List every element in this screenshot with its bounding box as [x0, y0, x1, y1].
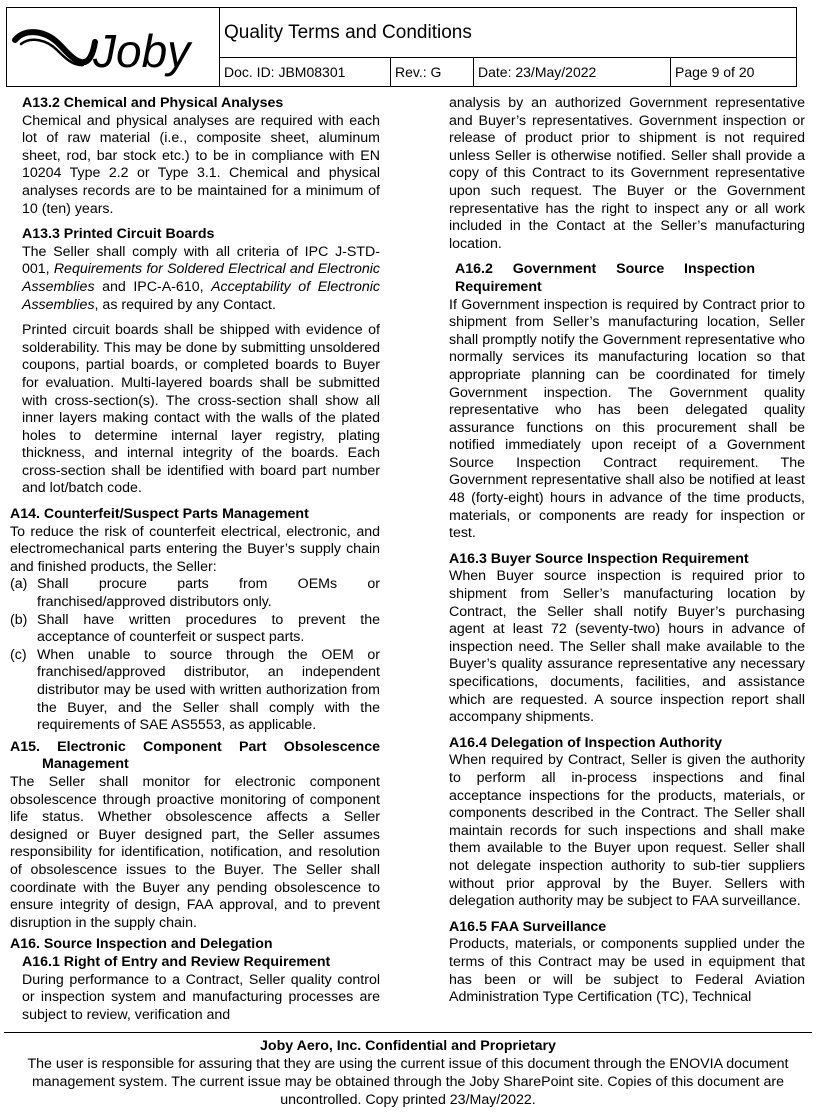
paragraph-a16-1: During performance to a Contract, Seller quality control or inspection system and manufacturing processes are subject to review, verification and — [22, 971, 380, 1023]
paragraph-a16-5: Products, materials, or components supplied under the terms of this Contract may be used in equipment that has been or will be subject to Federal Aviation Administration Type Certification (TC), Technical — [449, 936, 805, 1006]
logo-wordmark: Joby — [93, 25, 191, 77]
paragraph-a16-4: When required by Contract, Seller is given the authority to perform all in-process inspections and final acceptance inspections for the products, materials, or components described in the Contract. The Seller shall maintain records for such inspections and shall make them available to the Buyer upon request. Seller shall not delegate inspection authority to sub-tier suppliers without prior approval by the Buyer. Sellers with delegation authority may be subject to FAA surveillance. — [449, 752, 805, 910]
section-heading-a16-1: A16.1 Right of Entry and Review Requirement — [22, 953, 331, 970]
document-title: Quality Terms and Conditions — [220, 8, 797, 58]
footer-notice: The user is responsible for assuring that they are using the current issue of this document through the ENOVIA document management system. The current issue may be obtained through the Joby SharePoint site. Copies of this document are uncontrolled. Copy printed 23/May/2022. — [27, 1056, 789, 1108]
left-column — [10, 95, 380, 1024]
section-heading-a14: A14. Counterfeit/Suspect Parts Management — [10, 506, 309, 523]
paragraph-a16-3: When Buyer source inspection is required prior to shipment from Seller’s manufacturing location by Contract, the Seller shall notify Buyer’s purchasing agent at least 72 (seventy-two) hours in advance of inspection need. The Seller shall make available to the Buyer’s quality assurance representative any necessary specifications, documents, facilities, and assistance which are requested. A source inspection report shall accompany shipments. — [449, 568, 805, 726]
section-heading-a16-5: A16.5 FAA Surveillance — [449, 918, 607, 935]
logo-cell — [7, 8, 220, 87]
paragraph-a14: To reduce the risk of counterfeit electrical, electronic, and electromechanical parts entering the Buyer’s supply chain and finished products, the Seller: — [10, 523, 380, 575]
paragraph-a15: The Seller shall monitor for electronic component obsolescence through proactive monitoring of component life status. Whether obsolescence affects a Seller designed or Buyer designed part, the Seller assumes responsibility for identification, notification, and resolution of obsolescence issues to the Buyer. The Seller shall coordinate with the Buyer any pending obsolescence to ensure integrity of design, FAA approval, and to prevent disruption in the supply chain. — [10, 773, 380, 931]
list-item-a14-a: (a) Shall procure parts from OEMs or franchised/approved distributors only. — [10, 576, 380, 611]
standard-title-ipc-j-std-001: Requirements for Soldered Electrical and Electronic Assemblies — [22, 261, 380, 295]
standard-title-ipc-a-610: Acceptability of Electronic Assemblies — [22, 278, 380, 313]
paragraph-a16-1-continued: analysis by an authorized Government representative and Buyer’s representatives. Government inspection or release of product prior to shipment is not required unless Seller is otherwise notified. Seller shall provide a copy of this Contract to its Government representative upon such request. The Buyer or the Government representative has the right to inspect any or all work included in the Contact at the Seller’s manufacturing location. — [449, 95, 805, 252]
section-heading-a13-3: A13.3 Printed Circuit Boards — [22, 226, 215, 243]
section-heading-a16-2: A16.2 Government Source Inspection Requirement — [455, 261, 755, 295]
paragraph-a16-2: If Government inspection is required by Contract prior to shipment from Seller’s manufacturing location, Seller shall promptly notify the Government representative who normally services its manufacturing location so that appropriate planning can be coordinated for timely Government inspection. The Government quality representative who has been delegated quality assurance functions on this procurement shall be notified immediately upon receipt of a Government Source Inspection Contract requirement. The Government representative shall also be notified at least 48 (forty-eight) hours in advance of the time products, materials, or components are ready for inspection or test. — [449, 296, 805, 542]
section-heading-a16: A16. Source Inspection and Delegation — [10, 936, 273, 953]
paragraph-a13-3-solderability: Printed circuit boards shall be shipped with evidence of solderability. This may be done by submitting unsoldered coupons, partial boards, or completed boards to Buyer for evaluation. Multi-layered boards shall be submitted with cross-section(s). The cross-section shall show all inner layers making contact with the walls of the plated holes to determine internal layer registry, plating thickness, and internal integrity of the boards. Each cross-section shall be identified with board part number and lot/batch code. — [22, 322, 380, 497]
document-date: Date: 23/May/2022 — [474, 58, 671, 87]
doc-id: Doc. ID: JBM08301 — [220, 58, 391, 87]
list-item-a14-b: (b) Shall have written procedures to prevent the acceptance of counterfeit or suspect parts. — [10, 611, 380, 646]
footer-heading: Joby Aero, Inc. Confidential and Proprietary — [260, 1038, 556, 1054]
document-footer — [4, 1037, 812, 1109]
paragraph-a13-3-criteria: The Seller shall comply with all criteria of IPC J-STD-001, Requirements for Soldered Electrical and Electronic Assemblies and IPC-A-610, Acceptability of Electronic Assemblies, as required by any Contact. — [22, 243, 380, 313]
section-heading-a13-2: A13.2 Chemical and Physical Analyses — [22, 95, 284, 111]
section-heading-a15: A15. Electronic Component Part Obsolescence Management — [10, 738, 380, 773]
list-item-a14-c: (c) When unable to source through the OEM or franchised/approved distributor, an independent distributor may be used with written authorization from the Buyer, and the Seller shall comply with the requirements of SAE AS5553, as applicable. — [10, 646, 380, 734]
paragraph-a13-2: Chemical and physical analyses are required with each lot of raw material (i.e., composite sheet, aluminum sheet, rod, bar stock etc.) to be in compliance with EN 10204 Type 2.2 or Type 3.1. Chemical and physical analyses records are to be maintained for a minimum of 10 (ten) years. — [22, 112, 380, 217]
document-header — [6, 7, 797, 87]
right-column — [449, 95, 805, 1007]
joby-logo — [7, 8, 219, 83]
section-heading-a16-3: A16.3 Buyer Source Inspection Requirement — [449, 550, 749, 567]
section-heading-a16-4: A16.4 Delegation of Inspection Authority — [449, 734, 723, 751]
footer-divider — [4, 1032, 812, 1033]
revision: Rev.: G — [391, 58, 474, 87]
page-number: Page 9 of 20 — [671, 58, 797, 87]
